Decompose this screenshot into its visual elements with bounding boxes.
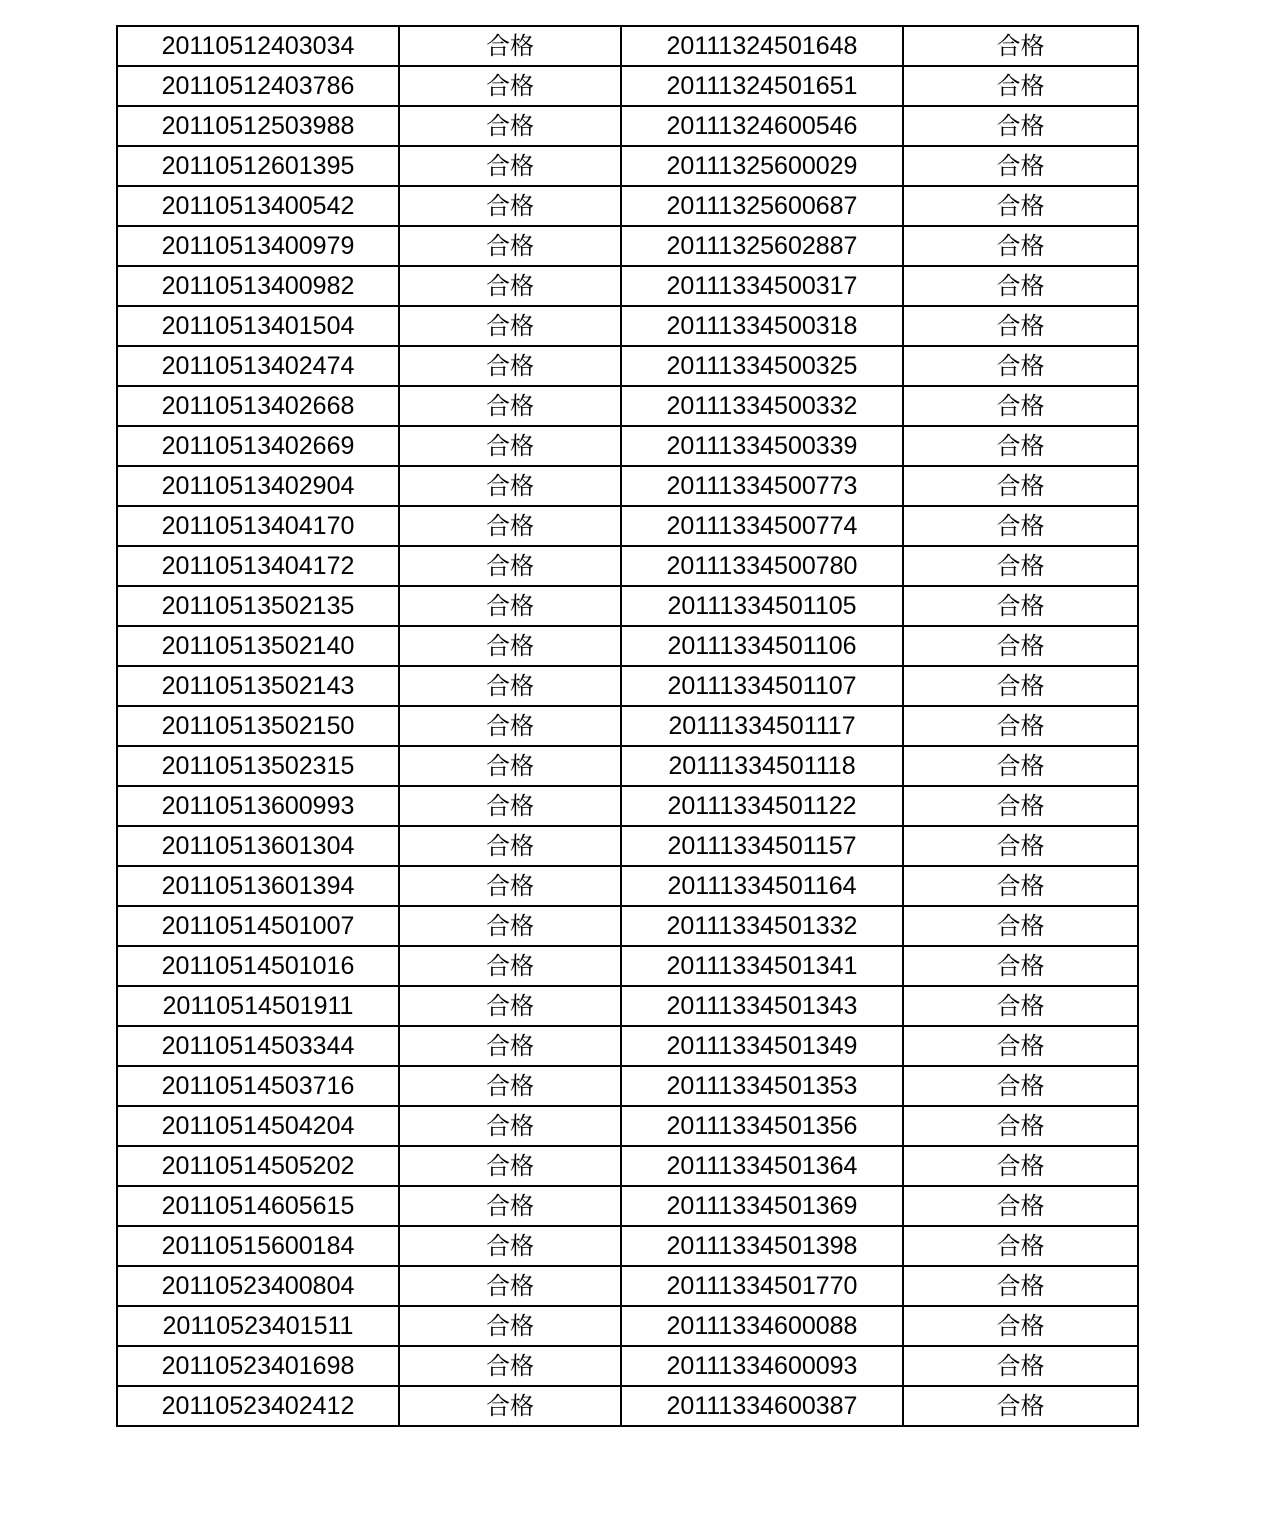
status-cell: 合格 xyxy=(903,826,1138,866)
candidate-id-cell: 20110513404172 xyxy=(117,546,399,586)
status-cell: 合格 xyxy=(903,586,1138,626)
candidate-id-cell: 20110513502143 xyxy=(117,666,399,706)
table-row xyxy=(117,466,1138,506)
table-row xyxy=(117,666,1138,706)
status-cell: 合格 xyxy=(903,1026,1138,1066)
candidate-id-cell: 20110514501007 xyxy=(117,906,399,946)
status-cell: 合格 xyxy=(399,626,621,666)
candidate-id-cell: 20111334500780 xyxy=(621,546,903,586)
candidate-id-cell: 20111334501369 xyxy=(621,1186,903,1226)
table-row xyxy=(117,706,1138,746)
candidate-id-cell: 20111334500317 xyxy=(621,266,903,306)
candidate-id-cell: 20111334500773 xyxy=(621,466,903,506)
status-cell: 合格 xyxy=(399,866,621,906)
table-body xyxy=(117,26,1138,1426)
table-row xyxy=(117,1026,1138,1066)
table-row xyxy=(117,826,1138,866)
table-row xyxy=(117,546,1138,586)
status-cell: 合格 xyxy=(399,786,621,826)
status-cell: 合格 xyxy=(903,546,1138,586)
status-cell: 合格 xyxy=(903,906,1138,946)
status-cell: 合格 xyxy=(399,506,621,546)
candidate-id-cell: 20111334501770 xyxy=(621,1266,903,1306)
candidate-id-cell: 20110513601394 xyxy=(117,866,399,906)
status-cell: 合格 xyxy=(903,1346,1138,1386)
status-cell: 合格 xyxy=(399,1346,621,1386)
candidate-id-cell: 20110513400542 xyxy=(117,186,399,226)
candidate-id-cell: 20111334501118 xyxy=(621,746,903,786)
status-cell: 合格 xyxy=(903,1066,1138,1106)
status-cell: 合格 xyxy=(903,306,1138,346)
candidate-id-cell: 20111334501349 xyxy=(621,1026,903,1066)
table-row xyxy=(117,1146,1138,1186)
status-cell: 合格 xyxy=(399,906,621,946)
table-row xyxy=(117,786,1138,826)
status-cell: 合格 xyxy=(399,146,621,186)
status-cell: 合格 xyxy=(903,746,1138,786)
candidate-id-cell: 20111334501122 xyxy=(621,786,903,826)
candidate-id-cell: 20111334501157 xyxy=(621,826,903,866)
table-row xyxy=(117,266,1138,306)
table-row xyxy=(117,226,1138,266)
candidate-id-cell: 20110513400979 xyxy=(117,226,399,266)
candidate-id-cell: 20111334500325 xyxy=(621,346,903,386)
status-cell: 合格 xyxy=(903,866,1138,906)
status-cell: 合格 xyxy=(399,346,621,386)
status-cell: 合格 xyxy=(903,426,1138,466)
candidate-id-cell: 20111334501356 xyxy=(621,1106,903,1146)
status-cell: 合格 xyxy=(903,266,1138,306)
candidate-id-cell: 20110513400982 xyxy=(117,266,399,306)
status-cell: 合格 xyxy=(399,106,621,146)
candidate-id-cell: 20110514503344 xyxy=(117,1026,399,1066)
candidate-id-cell: 20110513502135 xyxy=(117,586,399,626)
status-cell: 合格 xyxy=(903,1146,1138,1186)
status-cell: 合格 xyxy=(903,106,1138,146)
status-cell: 合格 xyxy=(903,626,1138,666)
candidate-id-cell: 20110512601395 xyxy=(117,146,399,186)
candidate-id-cell: 20111334501117 xyxy=(621,706,903,746)
candidate-id-cell: 20110523401511 xyxy=(117,1306,399,1346)
candidate-id-cell: 20111334500318 xyxy=(621,306,903,346)
status-cell: 合格 xyxy=(399,1106,621,1146)
status-cell: 合格 xyxy=(399,1306,621,1346)
candidate-id-cell: 20110513401504 xyxy=(117,306,399,346)
status-cell: 合格 xyxy=(399,386,621,426)
status-cell: 合格 xyxy=(399,26,621,66)
status-cell: 合格 xyxy=(399,1266,621,1306)
status-cell: 合格 xyxy=(399,186,621,226)
candidate-id-cell: 20110514504204 xyxy=(117,1106,399,1146)
candidate-id-cell: 20111334501341 xyxy=(621,946,903,986)
table-row xyxy=(117,866,1138,906)
candidate-id-cell: 20111325600029 xyxy=(621,146,903,186)
table-row xyxy=(117,1106,1138,1146)
status-cell: 合格 xyxy=(399,586,621,626)
status-cell: 合格 xyxy=(903,1226,1138,1266)
candidate-id-cell: 20111334501332 xyxy=(621,906,903,946)
status-cell: 合格 xyxy=(399,986,621,1026)
status-cell: 合格 xyxy=(903,946,1138,986)
candidate-id-cell: 20111334501364 xyxy=(621,1146,903,1186)
table-row xyxy=(117,746,1138,786)
table-row xyxy=(117,386,1138,426)
table-row xyxy=(117,1306,1138,1346)
candidate-id-cell: 20111334501105 xyxy=(621,586,903,626)
candidate-id-cell: 20110513502140 xyxy=(117,626,399,666)
candidate-id-cell: 20111325602887 xyxy=(621,226,903,266)
table-row xyxy=(117,626,1138,666)
table-row xyxy=(117,1226,1138,1266)
status-cell: 合格 xyxy=(399,1026,621,1066)
status-cell: 合格 xyxy=(903,1186,1138,1226)
candidate-id-cell: 20110514505202 xyxy=(117,1146,399,1186)
status-cell: 合格 xyxy=(903,386,1138,426)
table-row xyxy=(117,1266,1138,1306)
candidate-id-cell: 20111334500339 xyxy=(621,426,903,466)
candidate-id-cell: 20110513601304 xyxy=(117,826,399,866)
candidate-id-cell: 20110514605615 xyxy=(117,1186,399,1226)
table-row xyxy=(117,986,1138,1026)
table-row xyxy=(117,906,1138,946)
candidate-id-cell: 20110513402669 xyxy=(117,426,399,466)
status-cell: 合格 xyxy=(903,1386,1138,1426)
status-cell: 合格 xyxy=(399,266,621,306)
candidate-id-cell: 20111334501107 xyxy=(621,666,903,706)
table-row xyxy=(117,186,1138,226)
status-cell: 合格 xyxy=(903,1266,1138,1306)
table-row xyxy=(117,1066,1138,1106)
candidate-id-cell: 20110515600184 xyxy=(117,1226,399,1266)
table-row xyxy=(117,1346,1138,1386)
candidate-id-cell: 20110513402668 xyxy=(117,386,399,426)
status-cell: 合格 xyxy=(903,1306,1138,1346)
status-cell: 合格 xyxy=(903,1106,1138,1146)
table-row xyxy=(117,506,1138,546)
status-cell: 合格 xyxy=(903,146,1138,186)
table-row xyxy=(117,946,1138,986)
table-row xyxy=(117,146,1138,186)
table-row xyxy=(117,346,1138,386)
status-cell: 合格 xyxy=(903,986,1138,1026)
status-cell: 合格 xyxy=(399,546,621,586)
candidate-id-cell: 20110512503988 xyxy=(117,106,399,146)
status-cell: 合格 xyxy=(903,466,1138,506)
status-cell: 合格 xyxy=(903,226,1138,266)
candidate-id-cell: 20111334501164 xyxy=(621,866,903,906)
candidate-id-cell: 20111324501651 xyxy=(621,66,903,106)
candidate-id-cell: 20110514501016 xyxy=(117,946,399,986)
status-cell: 合格 xyxy=(399,706,621,746)
candidate-id-cell: 20110514503716 xyxy=(117,1066,399,1106)
candidate-id-cell: 20111334600093 xyxy=(621,1346,903,1386)
status-cell: 合格 xyxy=(903,346,1138,386)
candidate-id-cell: 20110512403034 xyxy=(117,26,399,66)
status-cell: 合格 xyxy=(399,1386,621,1426)
candidate-id-cell: 20111334600088 xyxy=(621,1306,903,1346)
table-row xyxy=(117,306,1138,346)
status-cell: 合格 xyxy=(903,26,1138,66)
candidate-id-cell: 20111334500332 xyxy=(621,386,903,426)
table-row xyxy=(117,426,1138,466)
candidate-id-cell: 20110523400804 xyxy=(117,1266,399,1306)
status-cell: 合格 xyxy=(399,1186,621,1226)
candidate-id-cell: 20111324501648 xyxy=(621,26,903,66)
status-cell: 合格 xyxy=(399,746,621,786)
status-cell: 合格 xyxy=(903,666,1138,706)
status-cell: 合格 xyxy=(399,466,621,506)
status-cell: 合格 xyxy=(399,306,621,346)
candidate-id-cell: 20110513402904 xyxy=(117,466,399,506)
candidate-id-cell: 20111325600687 xyxy=(621,186,903,226)
status-cell: 合格 xyxy=(903,66,1138,106)
status-cell: 合格 xyxy=(399,826,621,866)
status-cell: 合格 xyxy=(903,706,1138,746)
candidate-id-cell: 20110513404170 xyxy=(117,506,399,546)
table-row xyxy=(117,26,1138,66)
candidate-id-cell: 20111334501353 xyxy=(621,1066,903,1106)
candidate-id-cell: 20111334501398 xyxy=(621,1226,903,1266)
candidate-id-cell: 20111334501343 xyxy=(621,986,903,1026)
candidate-id-cell: 20111334501106 xyxy=(621,626,903,666)
status-cell: 合格 xyxy=(399,66,621,106)
candidate-id-cell: 20111334500774 xyxy=(621,506,903,546)
table-row xyxy=(117,586,1138,626)
candidate-id-cell: 20110523402412 xyxy=(117,1386,399,1426)
status-cell: 合格 xyxy=(903,786,1138,826)
results-table xyxy=(116,25,1139,1427)
table-row xyxy=(117,106,1138,146)
table-row xyxy=(117,1186,1138,1226)
candidate-id-cell: 20111324600546 xyxy=(621,106,903,146)
candidate-id-cell: 20110514501911 xyxy=(117,986,399,1026)
status-cell: 合格 xyxy=(399,946,621,986)
status-cell: 合格 xyxy=(399,1146,621,1186)
status-cell: 合格 xyxy=(399,426,621,466)
candidate-id-cell: 20111334600387 xyxy=(621,1386,903,1426)
status-cell: 合格 xyxy=(399,666,621,706)
status-cell: 合格 xyxy=(399,1066,621,1106)
status-cell: 合格 xyxy=(399,1226,621,1266)
candidate-id-cell: 20110512403786 xyxy=(117,66,399,106)
status-cell: 合格 xyxy=(399,226,621,266)
candidate-id-cell: 20110513502150 xyxy=(117,706,399,746)
table-row xyxy=(117,1386,1138,1426)
table-row xyxy=(117,66,1138,106)
candidate-id-cell: 20110513502315 xyxy=(117,746,399,786)
candidate-id-cell: 20110513402474 xyxy=(117,346,399,386)
candidate-id-cell: 20110523401698 xyxy=(117,1346,399,1386)
candidate-id-cell: 20110513600993 xyxy=(117,786,399,826)
status-cell: 合格 xyxy=(903,506,1138,546)
status-cell: 合格 xyxy=(903,186,1138,226)
